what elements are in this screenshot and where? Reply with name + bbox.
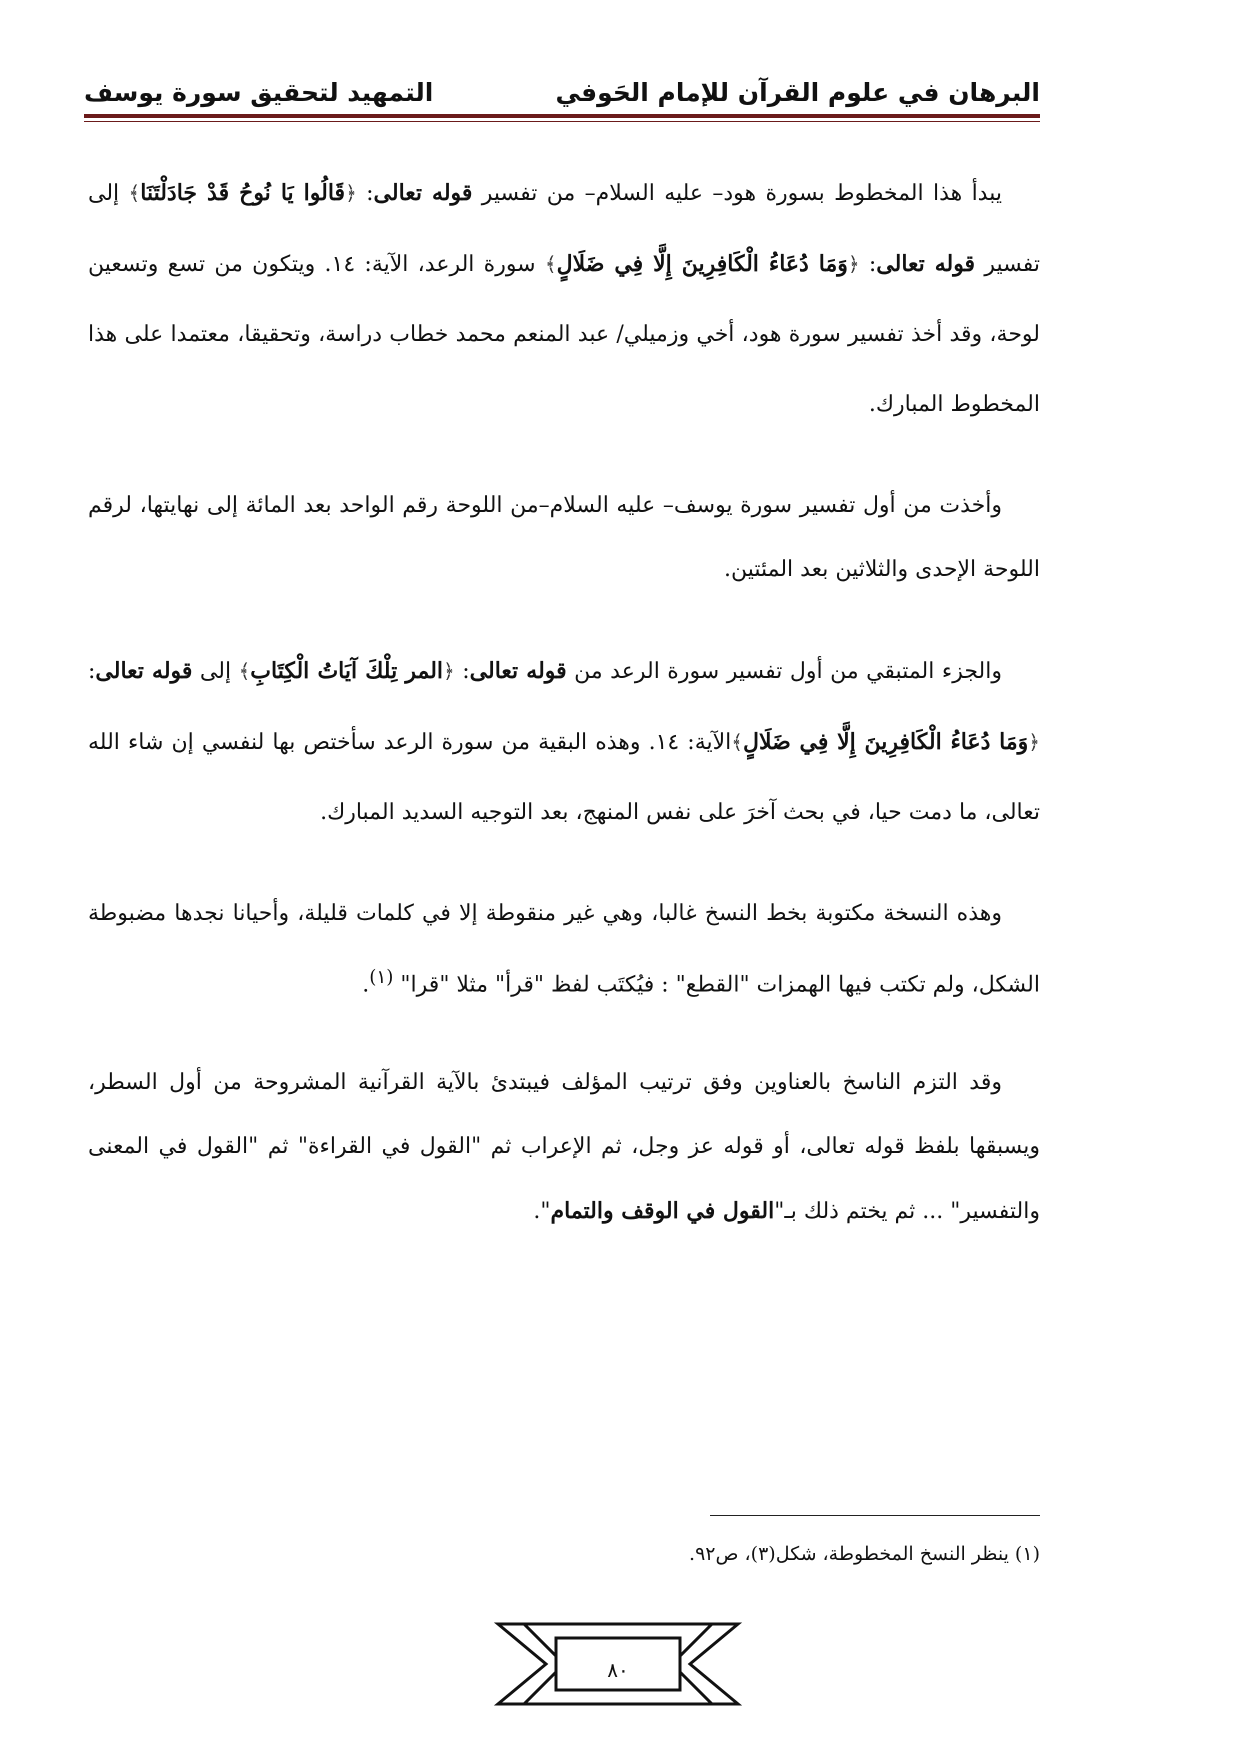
p3-text-3: إلى bbox=[192, 659, 239, 684]
p1-bold-2: قوله تعالى bbox=[876, 251, 976, 277]
quran-verse: المر تِلْكَ آيَاتُ الْكِتَابِ bbox=[250, 658, 444, 684]
p1-text-2: : bbox=[356, 181, 374, 206]
p4-text-1: وهذه النسخة مكتوبة بخط النسخ غالبا، وهي غير منقوطة إلا في كلمات قليلة، وأحيانا نجدها مضبوطة الشكل، ولم تكتب فيها الهمزات "القطع" : فيُكتَب لفظ "قرأ" مثلا "قرا" bbox=[88, 901, 1040, 998]
page-header bbox=[84, 72, 1040, 112]
paragraph-3 bbox=[88, 636, 1040, 848]
paragraph-1 bbox=[88, 158, 1040, 440]
p1-text-5: سورة الرعد، الآية: ١٤. ويتكون من تسع وتسعين لوحة، وقد أخذ تفسير سورة هود، أخي وزميلي/ عبد المنعم محمد خطاب دراسة، وتحقيقا، معتمدا على هذا المخطوط المبارك. bbox=[88, 252, 1040, 417]
paragraph-2 bbox=[88, 474, 1040, 602]
footnote-separator bbox=[710, 1515, 1040, 1516]
p3-bold-2: قوله تعالى bbox=[95, 658, 193, 684]
quran-bracket-close: ﴾ bbox=[544, 252, 557, 276]
quran-bracket-open: ﴿ bbox=[847, 252, 860, 276]
page-number: ٨٠ bbox=[607, 1658, 629, 1682]
quran-bracket-open: ﴿ bbox=[443, 659, 455, 683]
p3-text-5: الآية: ١٤. وهذه البقية من سورة الرعد سأختص بها لنفسي إن شاء الله تعالى، ما دمت حيا، في بحث آخرَ على نفس المنهج، بعد التوجيه السديد المبارك. bbox=[88, 730, 1040, 825]
header-rule-thin bbox=[84, 121, 1040, 122]
quran-bracket-open: ﴿ bbox=[345, 181, 357, 205]
footnote: (١) ينظر النسخ المخطوطة، شكل(٣)، ص٩٢. bbox=[689, 1543, 1040, 1565]
quran-verse: قَالُوا يَا نُوحُ قَدْ جَادَلْتَنَا bbox=[140, 180, 346, 206]
p1-text-3: إلى تفسير bbox=[88, 181, 1041, 277]
main-content bbox=[88, 158, 1040, 1278]
header-section-title: التمهيد لتحقيق سورة يوسف bbox=[84, 77, 434, 107]
p3-text-4: : bbox=[88, 659, 96, 684]
header-rule-thick bbox=[84, 114, 1040, 118]
page-number-ornament bbox=[490, 1620, 746, 1708]
p1-text-1: يبدأ هذا المخطوط بسورة هود– عليه السلام– من تفسير bbox=[472, 181, 1002, 206]
p3-text-1: والجزء المتبقي من أول تفسير سورة الرعد من bbox=[566, 659, 1002, 684]
p5-text-1: وقد التزم الناسخ بالعناوين وفق ترتيب المؤلف فيبتدئ بالآية القرآنية المشروحة من أول السطر، ويسبقها بلفظ قوله تعالى، أو قوله عز وجل، ثم الإعراب ثم "القول في القراءة" ثم "القول في المعنى والتفسير" ... ثم يختم ذلك بـ" bbox=[88, 1070, 1040, 1225]
paragraph-5 bbox=[88, 1051, 1040, 1244]
quran-verse: وَمَا دُعَاءُ الْكَافِرِينَ إِلَّا فِي ضَلَالٍ bbox=[556, 251, 848, 277]
p3-bold-1: قوله تعالى bbox=[469, 658, 567, 684]
quran-bracket-close: ﴾ bbox=[128, 181, 141, 205]
header-book-title: البرهان في علوم القرآن للإمام الحَوفي bbox=[555, 77, 1040, 107]
p5-bold-1: القول في الوقف والتمام bbox=[550, 1198, 775, 1225]
quran-bracket-close: ﴾ bbox=[731, 730, 743, 754]
p3-text-2: : bbox=[454, 659, 470, 684]
paragraph-4 bbox=[88, 882, 1040, 1017]
quran-verse: وَمَا دُعَاءُ الْكَافِرِينَ إِلَّا فِي ضَلَالٍ bbox=[743, 729, 1029, 755]
footnote-reference[interactable]: (١) bbox=[369, 967, 394, 988]
p2-text: وأخذت من أول تفسير سورة يوسف– عليه السلام–من اللوحة رقم الواحد بعد المائة إلى نهايتها، لرقم اللوحة الإحدى والثلاثين بعد المئتين. bbox=[88, 493, 1040, 582]
quran-bracket-close: ﴾ bbox=[238, 659, 251, 683]
p5-text-2: ". bbox=[533, 1199, 551, 1225]
quran-bracket-open: ﴿ bbox=[1028, 730, 1040, 754]
p1-text-4: : bbox=[859, 252, 877, 277]
p1-bold-1: قوله تعالى bbox=[373, 180, 473, 206]
p4-text-2: . bbox=[362, 972, 370, 998]
